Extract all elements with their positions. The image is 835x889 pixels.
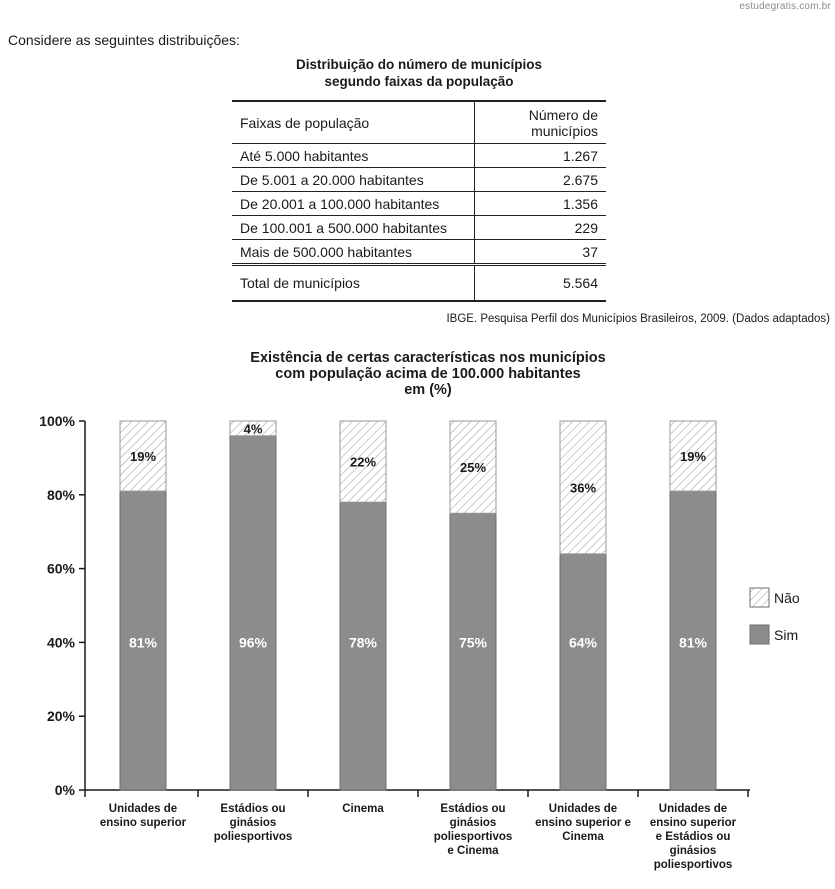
data-label-sim: 75% — [458, 634, 488, 651]
data-label-nao: 19% — [129, 449, 157, 465]
cell-numero: 1.267 — [475, 144, 607, 168]
col-header-faixas: Faixas de população — [232, 101, 475, 144]
y-tick-label: 0% — [54, 782, 75, 798]
legend-swatch-sim — [750, 625, 769, 644]
x-category-label-line: Cinema — [342, 803, 384, 815]
stacked-bar-chart — [0, 400, 835, 889]
table-row — [232, 240, 606, 265]
x-category-label — [650, 803, 737, 871]
x-category-label-line: poliesportivos — [653, 859, 733, 871]
x-category-label-line: Unidades de — [548, 803, 618, 815]
chart-title-line1: Existência de certas características nos municípios — [250, 350, 606, 366]
table-row — [232, 168, 606, 192]
x-category-label-line: ginásios — [449, 817, 497, 829]
x-category-label-line: e Cinema — [447, 845, 499, 857]
source-citation: IBGE. Pesquisa Perfil dos Municípios Brasileiros, 2009. (Dados adaptados) — [446, 313, 830, 325]
bar-sim — [230, 436, 276, 790]
table-row — [232, 216, 606, 240]
data-label-sim: 78% — [348, 634, 378, 651]
x-category-label-line: poliesportivos — [433, 831, 513, 843]
x-category-label-line: poliesportivos — [213, 831, 293, 843]
table-row — [232, 144, 606, 168]
watermark: estudegratis.com.br — [739, 1, 831, 12]
y-tick-label: 20% — [46, 708, 75, 725]
col-header-numero-line1: Número de — [528, 106, 598, 123]
cell-faixa: Mais de 500.000 habitantes — [232, 240, 475, 265]
legend-label-sim: Sim — [774, 627, 799, 643]
cell-numero: 229 — [475, 216, 607, 240]
y-tick-label: 40% — [46, 634, 75, 651]
chart-title — [150, 350, 706, 398]
cell-faixa: De 100.001 a 500.000 habitantes — [232, 216, 475, 240]
table-header-row — [232, 101, 606, 144]
table-title-line1: Distribuição do número de municípios — [295, 57, 543, 72]
cell-faixa: Até 5.000 habitantes — [232, 144, 475, 168]
cell-numero: 1.356 — [475, 192, 607, 216]
x-category-label-line: Estádios ou — [220, 803, 286, 815]
intro-text: Considere as seguintes distribuições: — [8, 32, 240, 48]
x-category-label — [100, 803, 187, 829]
legend-label-nao: Não — [774, 590, 800, 606]
chart-title-line2: com população acima de 100.000 habitantes — [275, 366, 581, 382]
x-category-label-line: ensino superior — [99, 817, 187, 829]
data-label-sim: 81% — [128, 634, 158, 651]
bar-sim — [450, 513, 496, 790]
data-label-nao: 25% — [459, 460, 487, 476]
x-category-label — [342, 803, 384, 815]
data-label-sim: 96% — [238, 634, 268, 651]
table-title-line2: segundo faixas da população — [324, 74, 514, 89]
x-category-label — [535, 803, 631, 843]
cell-faixa: De 5.001 a 20.000 habitantes — [232, 168, 475, 192]
x-category-label-line: ginásios — [229, 817, 277, 829]
x-category-label-line: ginásios — [669, 845, 717, 857]
x-category-label — [214, 803, 293, 843]
chart-title-line3: em (%) — [404, 382, 452, 398]
x-category-label-line: Estádios ou — [440, 803, 506, 815]
col-header-numero — [475, 101, 607, 144]
x-category-label — [434, 803, 513, 857]
bar-sim — [560, 554, 606, 790]
cell-numero: 37 — [475, 240, 607, 265]
y-tick-label: 80% — [46, 486, 75, 503]
cell-numero: 2.675 — [475, 168, 607, 192]
data-label-nao: 4% — [243, 421, 263, 437]
x-category-label-line: ensino superior e — [535, 817, 631, 829]
distribution-table — [232, 100, 606, 302]
y-tick-label: 100% — [39, 413, 75, 429]
table-total-row — [232, 265, 606, 302]
table-title — [232, 56, 606, 90]
col-header-numero-line2: municípios — [531, 122, 598, 139]
x-category-label-line: Unidades de — [658, 803, 728, 815]
table-row — [232, 192, 606, 216]
data-label-nao: 36% — [569, 480, 597, 496]
cell-total-value: 5.564 — [475, 265, 607, 302]
x-category-label-line: ensino superior — [649, 817, 737, 829]
x-category-label-line: Unidades de — [108, 803, 178, 815]
data-label-nao: 22% — [349, 454, 377, 470]
data-label-nao: 19% — [679, 449, 707, 465]
x-category-label-line: Cinema — [562, 831, 604, 843]
legend-swatch-nao — [750, 588, 769, 607]
cell-total-label: Total de municípios — [232, 265, 475, 302]
data-label-sim: 81% — [678, 634, 708, 651]
y-tick-label: 60% — [46, 560, 75, 577]
data-label-sim: 64% — [568, 634, 598, 651]
cell-faixa: De 20.001 a 100.000 habitantes — [232, 192, 475, 216]
x-category-label-line: e Estádios ou — [655, 831, 731, 843]
